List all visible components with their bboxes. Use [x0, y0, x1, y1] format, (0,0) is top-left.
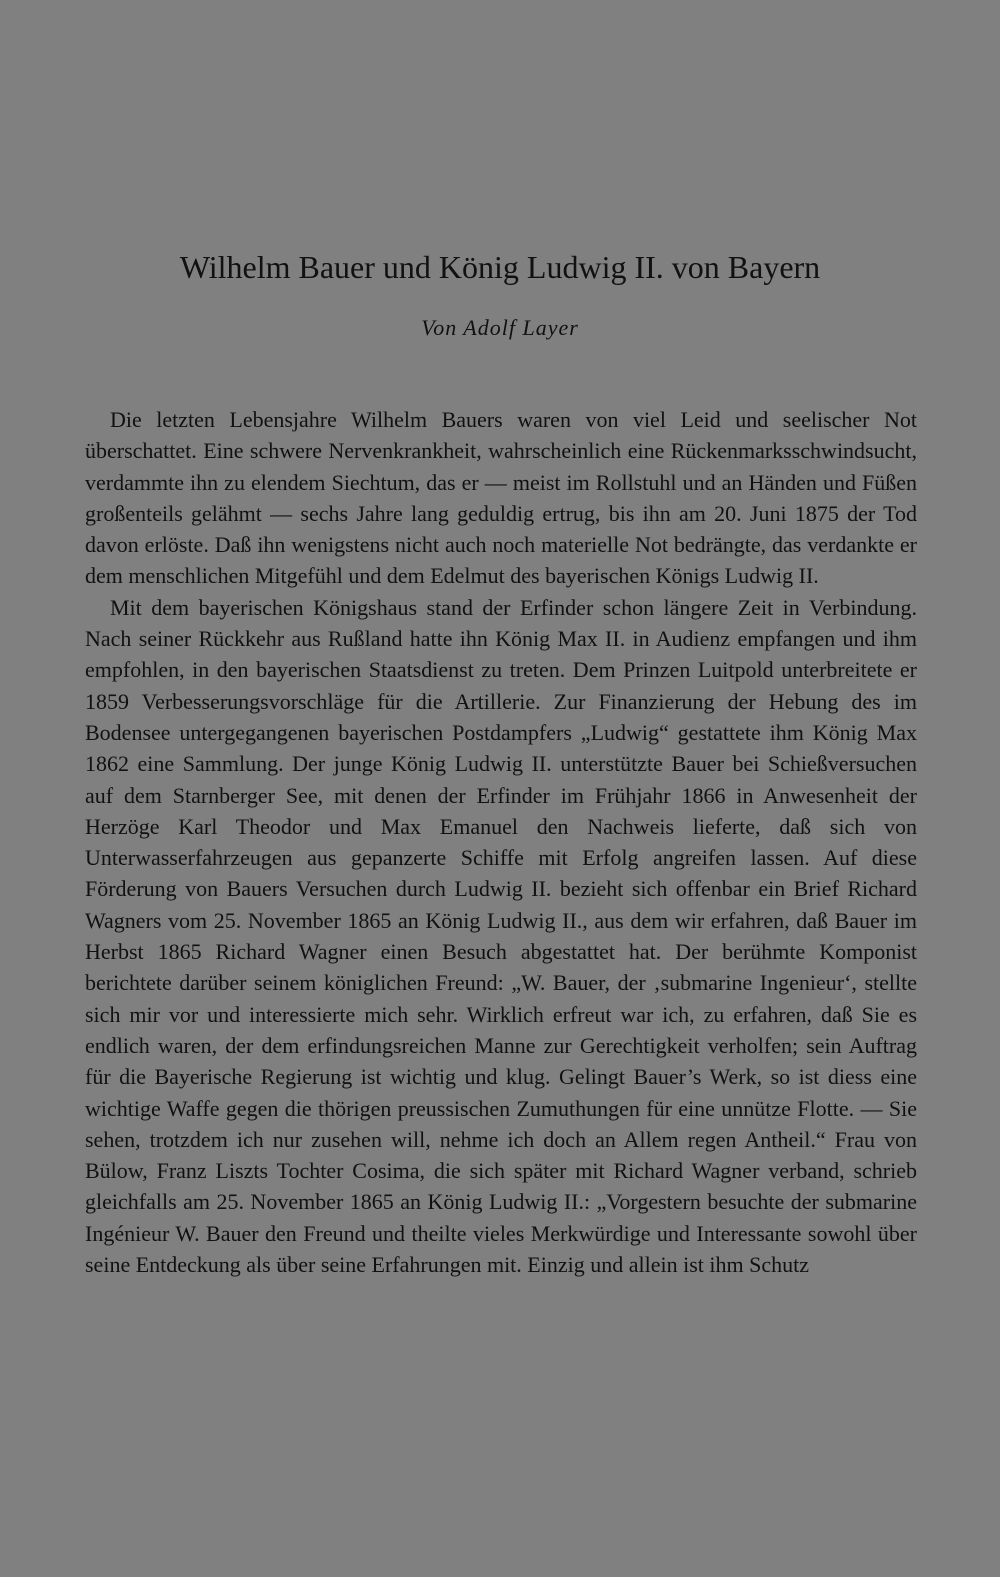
article-body: [85, 404, 917, 1280]
paragraph: Die letzten Lebensjahre Wilhelm Bauers waren von viel Leid und seelischer Not überschattet. Eine schwere Nervenkrankheit, wahrscheinlich eine Rückenmarksschwindsucht, verdammte ihn zu elendem Siechtum, das er — meist im Rollstuhl und an Händen und Füßen großenteils gelähmt — sechs Jahre lang geduldig ertrug, bis ihn am 20. Juni 1875 der Tod davon erlöste. Daß ihn wenigstens nicht auch noch materielle Not bedrängte, das verdankte er dem menschlichen Mitgefühl und dem Edelmut des bayerischen Königs Ludwig II.: [85, 407, 917, 589]
article-author: Von Adolf Layer: [421, 315, 579, 340]
paragraph: Mit dem bayerischen Königshaus stand der Erfinder schon längere Zeit in Verbindung. Nach seiner Rückkehr aus Rußland hatte ihn König Max II. in Audienz empfangen und ihm empfohlen, in den bayerischen Staatsdienst zu treten. Dem Prinzen Luitpold unterbreitete er 1859 Verbesserungsvorschläge für die Artillerie. Zur Finanzierung der Hebung des im Bodensee untergegangenen bayerischen Postdampfers „Ludwig“ gestattete ihm König Max 1862 eine Sammlung. Der junge König Ludwig II. unterstützte Bauer bei Schießversuchen auf dem Starnberger See, mit denen der Erfinder im Frühjahr 1866 in Anwesenheit der Herzöge Karl Theodor und Max Emanuel den Nachweis lieferte, daß sich von Unterwasserfahrzeugen aus gepanzerte Schiffe mit Erfolg angreifen lassen. Auf diese Förderung von Bauers Versuchen durch Ludwig II. bezieht sich offenbar ein Brief Richard Wagners vom 25. November 1865 an König Ludwig II., aus dem wir erfahren, daß Bauer im Herbst 1865 Richard Wagner einen Besuch abgestattet hat. Der berühmte Komponist berichtete darüber seinem königlichen Freund: „W. Bauer, der ‚submarine Ingenieur‘, stellte sich mir vor und interessierte mich sehr. Wirklich erfreut war ich, zu erfahren, daß Sie es endlich waren, der dem erfindungsreichen Manne zur Gerechtigkeit verholfen; sein Auftrag für die Bayerische Regierung ist wichtig und klug. Gelingt Bauer’s Werk, so ist diess eine wichtige Waffe gegen die thörigen preussischen Zumuthungen für eine unnütze Flotte. — Sie sehen, trotzdem ich nur zusehen will, nehme ich doch an Allem regen Antheil.“ Frau von Bülow, Franz Liszts Tochter Cosima, die sich später mit Richard Wagner verband, schrieb gleichfalls am 25. November 1865 an König Ludwig II.: „Vorgestern besuchte der submarine Ingénieur W. Bauer den Freund und theilte vieles Merkwürdige und Interessante sowohl über seine Entdeckung als über seine Erfahrungen mit. Einzig und allein ist ihm Schutz: [85, 594, 917, 1278]
article-title: Wilhelm Bauer und König Ludwig II. von Bayern: [179, 249, 821, 285]
